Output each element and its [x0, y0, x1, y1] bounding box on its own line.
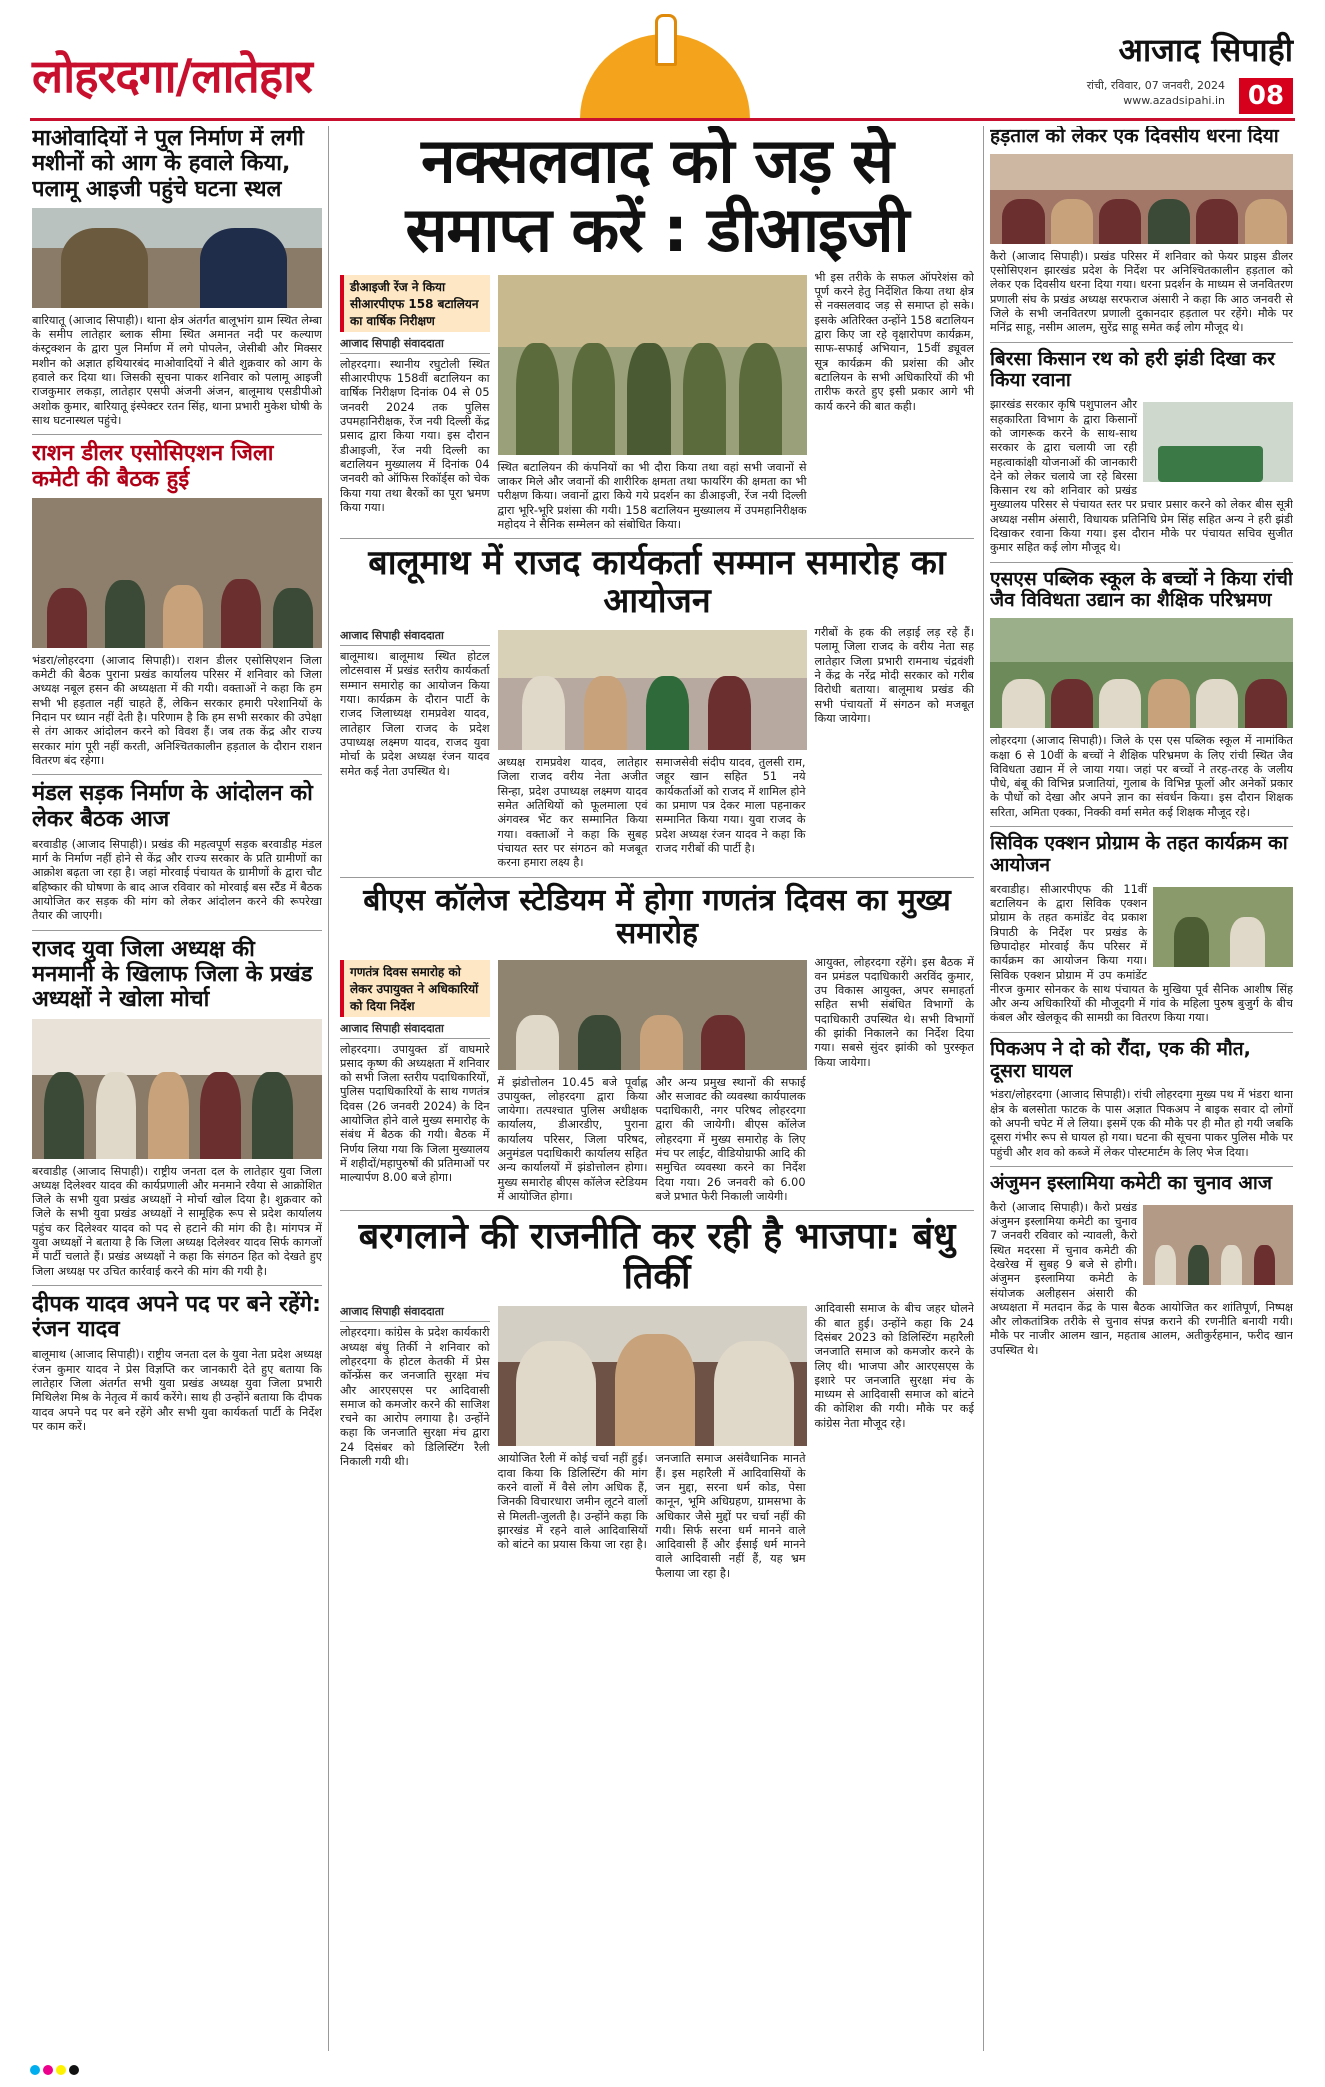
byline: आजाद सिपाही संवाददाता — [340, 336, 490, 354]
kicker: गणतंत्र दिवस समारोह को लेकर उपायुक्त ने अधिकारियों को दिया निर्देश — [340, 960, 490, 1017]
headline: अंजुमन इस्लामिया कमेटी का चुनाव आज — [990, 1171, 1272, 1194]
article-body: लोहरदगा (आजाद सिपाही)। जिले के एस एस पब्लिक स्कूल में नामांकित कक्षा 6 से 10वीं के बच्चों ने शैक्षिक परिभ्रमण के लिए रांची स्थित जैव विविधता उद्यान में ले जाया गया। जहां पर बच्चों ने तरह-तरह के जलीय पौधे, बंबू की विभिन्न प्रजातियां, गुलाब के विभिन्न फूलों और अनेकों प्रकार के पौधों को देखा और अपने ज्ञान का संवर्धन किया। इस दौरान शिक्षक सरिता, अमिता एक्का, निक्की वर्मा समेत कई शिक्षक मौजूद रहे। — [990, 734, 1293, 819]
page-number: 08 — [1239, 78, 1293, 114]
lead-headline: नक्सलवाद को जड़ से समाप्त करें : डीआइजी — [405, 126, 909, 267]
article-body: जनजाति समाज असंवैधानिक मानते हैं। इस महारैली में आदिवासियों के जन मुद्दा, सरना धर्म कोड, पेसा कानून, भूमि अधिग्रहण, ग्रामसभा के अधिकार जैसे मुद्दों पर चर्चा नहीं की गयी। सिर्फ सरना धर्म मानने वाले आदिवासी हैं और ईसाई धर्म मानने वाले आदिवासी नहीं हैं, यह भ्रम फैलाया जा रहा है। — [655, 1452, 806, 1580]
newspaper-logo: आजाद सिपाही — [1118, 31, 1293, 69]
article-body: लोहरदगा। कांग्रेस के प्रदेश कार्यकारी अध्यक्ष बंधु तिर्की ने शनिवार को लोहरदगा के होटल केतकी में प्रेस कॉन्फ्रेंस कर जनजाति सुरक्षा मंच और आरएसएस पर आदिवासी समाज को कमजोर करने की साजिश रचने का आरोप लगाया है। उन्होंने कहा कि जनजाति सुरक्षा मंच द्वारा 24 दिसंबर को डिलिस्टिंग रैली निकाली गयी थी। — [340, 1326, 490, 1469]
dateline — [1087, 78, 1225, 108]
print-registration-marks — [30, 2060, 1295, 2074]
article-body: बरवाडीह। सीआरपीएफ की 11वीं बटालियन के द्वारा सिविक एक्शन प्रोग्राम के तहत कमांडेंट वेद प्रकाश त्रिपाठी के निर्देश पर प्रखंड के छिपादोहर मोरवाई कैंप परिसर में कार्यक्रम का आयोजन किया गया। सिविक एक्शन प्रोग्राम में उप कमांडेंट नीरज कुमार सोनकर के साथ पंचायत के मुखिया पूर्व सैनिक आशीष सिंह और अन्य अधिकारियों की मौजूदगी में गांव के महिला पुरुष बुजुर्ग के बीच कंबल और खेलकूद की सामग्री का वितरण किया गया। — [990, 882, 1293, 1025]
headline: एसएस पब्लिक स्कूल के बच्चों ने किया रांची जैव विविधता उद्यान का शैक्षिक परिभ्रमण — [990, 567, 1293, 612]
news-photo — [32, 498, 322, 648]
headline: माओवादियों ने पुल निर्माण में लगी मशीनों को आग के हवाले किया, पलामू आइजी पहुंचे घटना स्थल — [32, 126, 304, 202]
article-body: बरवाडीह (आजाद सिपाही)। प्रखंड की महत्वपूर्ण सड़क बरवाडीह मंडल मार्ग के निर्माण नहीं होने से केंद्र और राज्य सरकार के प्रति ग्रामीणों का आक्रोश बढ़ता जा रहा है। जहां मोरवाई पंचायत के ग्रामीणों के द्वारा चौट बहिष्कार की घोषणा के बाद आज रविवार को मोरवाई बस स्टैंड में बैठक आयोजित कर सड़क की मांग को लेकर आंदोलन करने की रूपरेखा तैयार की जाएगी। — [32, 837, 322, 923]
article-body: स्थित बटालियन की कंपनियों का भी दौरा किया तथा वहां सभी जवानों से जाकर मिले और जवानों की शारीरिक क्षमता तथा फायरिंग की क्षमता का भी परीक्षण किया। जवानों द्वारा किये गये प्रदर्शन का डीआइजी, रेंज नयी दिल्ली द्वारा भूरि-भूरि प्रशंसा की गयी। 158 बटालियन मुख्यालय में उपमहानिरीक्षक महोदय ने सैनिक सम्मेलन को संबोधित किया। — [497, 460, 807, 532]
headline: सिविक एक्शन प्रोग्राम के तहत कार्यक्रम का आयोजन — [990, 832, 1288, 876]
article-body: आयुक्त, लोहरदगा रहेंगे। इस बैठक में वन प्रमंडल पदाधिकारी अरविंद कुमार, उप विकास आयुक्त, अपर समाहर्ता सहित सभी संबंधित विभागों के पदाधिकारी उपस्थित थे। सभी विभागों की झांकी निकालने का निर्देश दिया गया। सबसे सुंदर झांकी को पुरस्कृत किया जायेगा। — [814, 955, 974, 1069]
byline: आजाद सिपाही संवाददाता — [340, 628, 490, 646]
news-photo — [32, 1019, 322, 1159]
article-body: समाजसेवी संदीप यादव, तुलसी राम, जहूर खान सहित 51 नये कार्यकर्ताओं को राजद में शामिल होने का प्रमाण पत्र देकर माला पहनाकर सम्मानित किया गया। युवा राजद के प्रदेश अध्यक्ष रंजन यादव ने कहा कि राजद गरीबों की पार्टी है। — [655, 756, 806, 855]
headline: हड़ताल को लेकर एक दिवसीय धरना दिया — [990, 126, 1279, 147]
right-column — [990, 126, 1293, 2051]
headline: मंडल सड़क निर्माण के आंदोलन को लेकर बैठक आज — [32, 781, 313, 832]
headline: बीएस कॉलेज स्टेडियम में होगा गणतंत्र दिवस का मुख्य समारोह — [363, 882, 951, 951]
middle-column — [340, 126, 974, 2051]
masthead — [0, 0, 1325, 120]
article-body: कैरो (आजाद सिपाही)। प्रखंड परिसर में शनिवार को फेयर प्राइस डीलर एसोसिएशन झारखंड प्रदेश के निर्देश पर अनिश्चितकालीन हड़ताल को लेकर एक दिवसीय धरना दिया गया। धरना प्रदर्शन के माध्यम से जनवितरण प्रणाली संघ के प्रखंड अध्यक्ष सरफराज अंसारी ने कहा कि आठ जनवरी से जिले के सभी जनवितरण प्रणाली दुकानदार हड़ताल पर रहेंगे। मौके पर मनिंद्र साहू, नसीम आलम, सुरेंद्र साहू समेत कई लोग मौजूद थे। — [990, 249, 1293, 335]
headline: बिरसा किसान रथ को हरी झंडी दिखा कर किया रवाना — [990, 347, 1275, 392]
date: रांची, रविवार, 07 जनवरी, 2024 — [1086, 79, 1225, 92]
headline: पिकअप ने दो को रौंदा, एक की मौत, दूसरा घायल — [990, 1037, 1251, 1082]
news-photo — [990, 618, 1293, 728]
section-title: लोहरदगा/लातेहार — [32, 49, 312, 103]
article-body: बालूमाथ (आजाद सिपाही)। राष्ट्रीय जनता दल के युवा नेता प्रदेश अध्यक्ष रंजन कुमार यादव ने प्रेस विज्ञप्ति कर जानकारी देते हुए बताया कि लातेहार जिला अंतर्गत सभी युवा प्रखंड अध्यक्ष युवा जिला प्रभारी मिथिलेश मिश्र के नेतृत्व में कार्य करेंगे। साथ ही उन्होंने बताया कि दीपक यादव अपने पद पर बने रहेंगे और सभी युवा कार्यकर्ता पार्टी के निर्देश पर काम करें। — [32, 1348, 322, 1433]
column-divider — [983, 126, 984, 2051]
headline: बालूमाथ में राजद कार्यकर्ता सम्मान समारोह का आयोजन — [368, 543, 946, 621]
headline: बरगलाने की राजनीति कर रही है भाजपा: बंधु तिर्की — [358, 1216, 956, 1297]
article-body: बालूमाथ। बालूमाथ स्थित होटल लोटसवास में प्रखंड स्तरीय कार्यकर्ता सम्मान समारोह का आयोजन किया गया। कार्यक्रम के दौरान पार्टी के राजद जिलाध्यक्ष रामप्रवेश यादव, लातेहार जिला राजद के प्रदेश उपाध्यक्ष लक्ष्मण यादव, राजद युवा मोर्चा के प्रदेश अध्यक्ष रंजन यादव समेत कई नेता उपस्थित थे। — [340, 650, 490, 778]
news-photo — [1153, 887, 1293, 967]
article-body: में झंडोत्तोलन 10.45 बजे पूर्वाह्न उपायुक्त, लोहरदगा द्वारा किया जायेगा। तत्पश्चात पुलिस अधीक्षक कार्यालय, डीआरडीए, पुराना कार्यालय परिसर, जिला परिषद, अनुमंडल पदाधिकारी कार्यालय सहित अन्य कार्यालयों में झंडोत्तोलन होगा। मुख्य समारोह बीएस कॉलेज स्टेडियम में आयोजित होगा। — [497, 1075, 648, 1203]
article-body: झारखंड सरकार कृषि पशुपालन और सहकारिता विभाग के द्वारा किसानों को जागरूक करने के साथ-साथ सरकार के द्वारा चलायी जा रही महत्वाकांक्षी योजनाओं की जानकारी देने को लेकर चलाये जा रहे बिरसा किसान रथ को शनिवार को प्रखंड मुख्यालय परिसर से पंचायत स्तर पर प्रचार प्रसार करने को लेकर बीस सूत्री अध्यक्ष नसीम अंसारी, विधायक प्रतिनिधि प्रेम सिंह सहित अन्य ने हरी झंडी दिखाकर रवाना किया गया। इस दौरान मौके पर पंचायत सचिव सुजीत कुमार सहित कई लोग मौजूद थे। — [990, 398, 1293, 555]
article-body: बरवाडीह (आजाद सिपाही)। राष्ट्रीय जनता दल के लातेहार युवा जिला अध्यक्ष दिलेश्वर यादव की कार्यप्रणाली और मनमाने रवैया से आक्रोशित जिले के सभी युवा प्रखंड अध्यक्षों ने मोर्चा खोल दिया है। शुक्रवार को जिले के सभी युवा प्रखंड अध्यक्षों ने सामूहिक रूप से प्रदेश कार्यालय पहुंच कर दिलेश्वर यादव को पद से हटाने की मांग की है। मांगपत्र में युवा अध्यक्षों ने बताया है कि जिला अध्यक्ष दिलेश्वर यादव सिर्फ कागजों में पार्टी चलाते हैं। प्रखंड अध्यक्षों ने कहा कि संगठन हित को देखते हुए जिला अध्यक्ष पर उचित कार्रवाई करने की मांग की गयी है। — [32, 1164, 322, 1278]
byline: आजाद सिपाही संवाददाता — [340, 1021, 490, 1039]
news-photo — [990, 154, 1293, 244]
website: www.azadsipahi.in — [1123, 94, 1225, 107]
article-body: अध्यक्ष रामप्रवेश यादव, लातेहार जिला राजद वरीय नेता अजीत सिन्हा, प्रदेश उपाध्यक्ष लक्ष्मण यादव समेत अतिथियों को फूलमाला एवं अंगवस्त्र भेंट कर सम्मानित किया गया। वक्ताओं ने कहा कि सुबह पंचायत स्तर पर संगठन को मजबूत करना हमारा लक्ष्य है। — [497, 756, 648, 870]
headline: राशन डीलर एसोसिएशन जिला कमेटी की बैठक हुई — [32, 441, 274, 492]
news-photo — [498, 275, 807, 455]
news-photo — [32, 208, 322, 308]
headline: राजद युवा जिला अध्यक्ष की मनमानी के खिलाफ जिला के प्रखंड अध्यक्षों ने खोला मोर्चा — [32, 936, 313, 1013]
article-body: गरीबों के हक की लड़ाई लड़ रहे हैं। पलामू जिला राजद के वरीय नेता सह लातेहार जिला प्रभारी रामनाथ चंद्रवंशी ने केंद्र के नरेंद्र मोदी सरकार को गरीब विरोधी बताया। बालूमाथ प्रखंड की सभी पंचायतों में संगठन को मजबूत किया जायेगा। — [814, 626, 974, 725]
news-photo — [1143, 402, 1293, 482]
article-body: बारियातू (आजाद सिपाही)। थाना क्षेत्र अंतर्गत बालूभांग ग्राम स्थित लेम्बा के समीप लातेहार ब्लाक सीमा स्थित अमानत नदी पर कल्याण कंस्ट्रक्शन के द्वारा पुल निर्माण में लगे पोपलेन, जेसीबी और मिक्सर मशीन को अज्ञात हथियारबंद माओवादियों ने बीते शुक्रवार को आग के हवाले कर दिया था। जिसकी सूचना पाकर शनिवार को पलामू आइजी राजकुमार लकड़ा, लातेहार एसपी अंजनी अंजन, बालूमाथ एसडीपीओ अशोक कुमार, बारियातू इंस्पेक्टर रतन सिंह, थाना प्रभारी मुकेश घोषी के साथ घटनास्थल पहुंचे। — [32, 313, 322, 427]
news-photo — [498, 630, 807, 750]
article-body: भंडरा/लोहरदगा (आजाद सिपाही)। राशन डीलर एसोसिएशन जिला कमेटी की बैठक पुराना प्रखंड कार्यालय परिसर में शनिवार को जिला अध्यक्ष नबूल हसन की अध्यक्षता में की गयी। वक्ताओं ने कहा कि हम सभी भी हड़ताल नहीं चाहते हैं, लेकिन सरकार हमारी परेशानियों के निदान पर ध्यान नहीं देती है। परिणाम है कि हम सभी सरकार की उपेक्षा से तंग आकर आंदोलन करने को विवश हैं। जब तक केंद्र और राज्य सरकार मांग पूरी नहीं करती, अनिश्चितकालीन हड़ताल के दौरान राशन वितरण बंद रहेगा। — [32, 653, 322, 767]
article-body: और अन्य प्रमुख स्थानों की सफाई और सजावट की व्यवस्था कार्यपालक पदाधिकारी, नगर परिषद लोहरदगा द्वारा की जायेगी। बीएस कॉलेज लोहरदगा में मुख्य समारोह के लिए मंच पर लाईट, वीडियोग्राफी आदि की समुचित व्यवस्था करने का निर्देश दिया गया। 26 जनवरी को 6.00 बजे प्रभात फेरी निकाली जायेगी। — [655, 1075, 806, 1203]
headline: दीपक यादव अपने पद पर बने रहेंगे: रंजन यादव — [32, 1291, 321, 1343]
article-body: आयोजित रैली में कोई चर्चा नहीं हुई। दावा किया कि डिलिस्टिंग की मांग करने वालों में वैसे लोग अधिक हैं, जिनकी विचारधारा जमीन लूटने वालों से मिलती-जुलती है। उन्होंने कहा कि झारखंड में रहने वाले आदिवासियों को बांटने का प्रयास किया जा रहा है। — [497, 1452, 648, 1552]
news-photo — [498, 1306, 807, 1446]
article-body: आदिवासी समाज के बीच जहर घोलने की बात हुई। उन्होंने कहा कि 24 दिसंबर 2023 को डिलिस्टिंग महारैली जनजाति समाज को कमजोर करने के लिए थी। भाजपा और आरएसएस के इशारे पर जनजाति सुरक्षा मंच के माध्यम से आदिवासी समाज को बांटने की कोशिश की गयी। मौके पर कई कांग्रेस नेता मौजूद रहे। — [814, 1302, 974, 1430]
column-divider — [328, 126, 329, 2051]
article-body: लोहरदगा। उपायुक्त डॉ वाघमारे प्रसाद कृष्ण की अध्यक्षता में शनिवार को सभी जिला स्तरीय पदाधिकारियों, पुलिस पदाधिकारियों के साथ गणतंत्र दिवस (26 जनवरी 2024) के दिन आयोजित होने वाले मुख्य समारोह के संबंध में बैठक की गयी। बैठक में निर्णय लिया गया कि जिला मुख्यालय में शहीदों/महापुरुषों की प्रतिमाओं पर माल्यार्पण 8.00 बजे होगा। — [340, 1042, 490, 1185]
article-body: भंडरा/लोहरदगा (आजाद सिपाही)। रांची लोहरदगा मुख्य पथ में भंडरा थाना क्षेत्र के बलसोता फाटक के पास अज्ञात पिकअप ने बाइक सवार दो लोगों को अपनी चपेट में ले लिया। इसमें एक की मौके पर ही मौत हो गयी जबकि दूसरा गंभीर रूप से घायल हो गया। घटना की सूचना पाकर पुलिस मौके पर पहुंची और शव को कब्जे में लेकर पोस्टमार्टम के लिए भेज दिया। — [990, 1088, 1293, 1159]
byline: आजाद सिपाही संवाददाता — [340, 1304, 490, 1322]
article-body: कैरो (आजाद सिपाही)। कैरो प्रखंड अंजुमन इस्लामिया कमेटी का चुनाव 7 जनवरी रविवार को न्यावली, कैरो स्थित मदरसा में चुनाव कमेटी की देखरेख में सुबह 9 बजे से होगी। अंजुमन इस्लामिया कमेटी के संयोजक अलीहसन अंसारी की अध्यक्षता में मतदान केंद्र के पास बैठक आयोजित कर शांतिपूर्ण, निष्पक्ष और लोकतांत्रिक तरीके से चुनाव संपन्न कराने की रणनीति बनायी गयी। मौके पर नाजीर आलम खान, महताब आलम, अतीकुर्रहमान, फरीद खान उपस्थित थे। — [990, 1200, 1293, 1357]
masthead-rule — [30, 118, 1295, 121]
kicker: डीआइजी रेंज ने किया सीआरपीएफ 158 बटालियन का वार्षिक निरीक्षण — [340, 275, 490, 332]
left-column — [32, 126, 322, 2051]
news-photo — [1143, 1205, 1293, 1285]
article-body: लोहरदगा। स्थानीय रघुटोली स्थित सीआरपीएफ 158वीं बटालियन का वार्षिक निरीक्षण दिनांक 04 से 05 जनवरी 2024 तक पुलिस उपमहानिरीक्षक, रेंज नयी दिल्ली केंद्र प्रसाद द्वारा किया गया। इस दौरान डीआइजी, रेंज नयी दिल्ली का बटालियन मुख्यालय में दिनांक 04 जनवरी को ऑफिस रिकॉर्ड्स को चेक किया गया तथा बैरकों का पूरा भ्रमण किया गया। — [340, 357, 490, 514]
pen-nib-icon — [655, 14, 677, 66]
article-body: भी इस तरीके के सफल ऑपरेशंस को पूर्ण करने हेतु निर्देशित किया तथा क्षेत्र से नक्सलवाद जड़ से समाप्त हो सके। इसके अतिरिक्त उन्होंने 158 बटालियन द्वारा किए जा रहे वृक्षारोपण कार्यक्रम, साफ-सफाई अभियान, 15वीं ड्यूवल सूत्र कार्यक्रम की प्रशंसा की और बटालियन के सभी अधिकारियों की भी तारीफ करते हुए इसी प्रकार आगे भी कार्य करने की बात कही। — [814, 270, 974, 413]
news-photo — [498, 960, 807, 1070]
